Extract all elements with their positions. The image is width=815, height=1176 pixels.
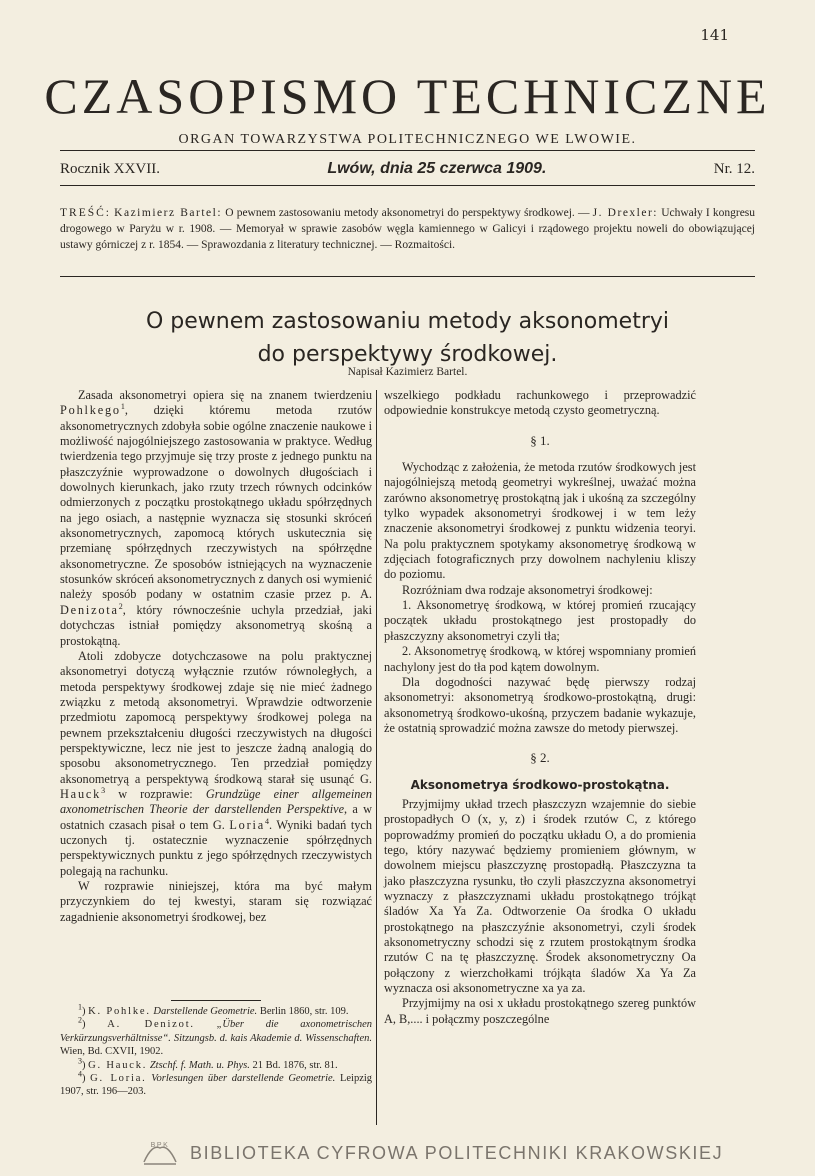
paragraph: Rozróżniam dwa rodzaje aksonometryi środkowej:	[402, 582, 653, 597]
library-footer	[140, 1138, 750, 1168]
footnote-3: $^3$) G. Hauck. Ztschf. f. Math. u. Phys. 21 Bd. 1876, str. 81.	[78, 1056, 338, 1071]
library-logo-text: BPK	[150, 1142, 170, 1149]
paragraph: 2. Aksonometryę środkową, w której wspomniany promień nachylony jest do tła pod kątem dowolnym.	[384, 644, 696, 674]
paragraph: Dla dogodności nazywać będę pierwszy rodzaj aksonometryi: aksonometryą środkowo-prostokątną, drugi: aksonometryą środkowo-ukośną, przyczem badanie wykazuje, że ostatnią sprowadzić można zawsze do metody pierwszej.	[384, 674, 696, 735]
journal-title: CZASOPISMO TECHNICZNE	[44, 68, 771, 124]
page-number: 141	[700, 26, 729, 44]
article-title	[60, 305, 755, 371]
contents-item-2: Uchwały I kongresu drogowego w Paryżu w r. 1908. — Memoryał w sprawie zasobów węgla kamiennego w Galicyi i rządowego projektu noweli do obowiązującej ustawy górniczej z r. 1854. — Sprawozdania z literatury technicznej. — Rozmaitości.	[60, 207, 756, 251]
paragraph: 1. Aksonometryę środkową, w której promień rzucający początek układu prostokątnego jest prostopadły do płaszczyzny aksonometryi czyli tła;	[384, 598, 696, 643]
left-column	[60, 388, 372, 925]
library-name: BIBLIOTEKA CYFROWA POLITECHNIKI KRAKOWSKIEJ	[190, 1142, 724, 1163]
right-column	[384, 388, 696, 1027]
paragraph: Przyjmijmy na osi x układu prostokątnego szereg punktów A, B,.... i połączmy poszczególne	[384, 996, 696, 1026]
column-divider	[376, 390, 377, 1125]
paragraph: Przyjmijmy układ trzech płaszczyzn wzajemnie do siebie prostopadłych O (x, y, z) i środek rzutów C, z którego poprowadźmy promień do początku układu O, a do promienia tego, który nazywać będziemy promieniem głównym, w dowolnem miejscu płaszczyznę prostopadłą. Płaszczyzna ta jako płaszczyzna rysunku, tło czyli płaszczyzna aksonometryi wyznaczy z płaszczyznami układu prostokątnego trójkąt śladów Xa Ya Za. Odtworzenie Oa środka O układu prostokątnego na płaszczyźnie aksonometryi, czyli środek aksonometryczny schodzi się z rzutem prostokątnym środka rzutów C na tę płaszczyznę. Środek aksonometryczny Oa połączony z wierzchołkami trójkąta śladów Xa Ya Za wyznacza osi aksonometryczne xa ya za.	[384, 796, 696, 996]
article-title-line-2: do perspektywy środkowej.	[257, 342, 558, 367]
contents-author-1: Kazimierz Bartel:	[114, 207, 223, 219]
header-rule-bottom	[60, 185, 755, 186]
footnote-4: $^4$) G. Loria. Vorlesungen über darstellende Geometrie. Leipzig 1907, str. 196—203.	[60, 1069, 373, 1098]
paragraph: wszelkiego podkładu rachunkowego i przeprowadzić odpowiednie konstrukcye metodą czysto geometryczną.	[384, 388, 696, 418]
header-rule-top	[60, 150, 755, 151]
footnote-1: $^1$) K. Pohlke. Darstellende Geometrie. Berlin 1860, str. 109.	[78, 1002, 349, 1017]
article-byline: Napisał Kazimierz Bartel.	[347, 366, 468, 378]
paragraph: Atoli zdobycze dotychczasowe na polu praktycznej aksonometryi dotyczą wyłącznie rzutów równoległych, a metoda perspektywy środkowej zdaje się nie mieć żadnego związku z metodą aksonometryi. Wprawdzie odtworzenie przedmiotu zapomocą perspektywy środkowej polega na pewnem przekształceniu długości rzeczywistych na długości perspektywiczne, lecz nie jest to jeszcze żadną analogią do sposobu aksonometrycznego. Ten przedział pomiędzy aksonometryą a perspektywą środkową starał się usunąć G. Hauck$^3$ w rozprawie: Grundzüge einer allgemeinen axonometrischen Theorie der darstellenden Perspektive, a w ostatnich czasach pisał o tem G. Loria$^4$. Wyniki badań tych uczonych tj. ostatecznie wyznaczenie spółrzędnych perspektywicznych punktu z jego spółrzędnych rzeczywistych polegają na rachunku.	[60, 648, 373, 878]
section-1-mark: § 1.	[530, 432, 550, 448]
journal-subtitle: ORGAN TOWARZYSTWA POLITECHNICZNEGO WE LWOWIE.	[178, 132, 637, 147]
contents-item-1: O pewnem zastosowaniu metody aksonometryi do perspektywy środkowej. —	[225, 207, 590, 219]
footnote-rule	[171, 1000, 261, 1001]
contents-label: TREŚĆ:	[60, 207, 111, 219]
library-logo-icon	[140, 1138, 180, 1168]
issue-number: Nr. 12.	[713, 161, 755, 177]
contents-rule	[60, 276, 755, 277]
author-name: Pohlkego	[60, 403, 121, 418]
issue-date: Lwów, dnia 25 czerwca 1909.	[327, 160, 547, 177]
author-name: Denizota	[60, 602, 119, 617]
paragraph: Wychodząc z założenia, że metoda rzutów środkowych jest najogólniejszą metodą geometryi wykreślnej, uważać można zarówno aksonometryę prostokątną jak i ukośną za szczególny tylko wypadek aksonometryi środkowej i w tem leży znaczenie aksonometryi środkowej z punktu widzenia teoryi. Na polu praktycznem spotykamy aksonometryę środkową w zdjęciach fotograficznych przy dowolnem nachyleniu kliszy do poziomu.	[384, 460, 696, 582]
issue-line	[60, 160, 755, 178]
table-of-contents	[60, 205, 755, 253]
footnotes	[60, 1000, 372, 1099]
author-name: Hauck	[60, 786, 102, 801]
work-title: Grundzüge einer allgemeinen axonometrischen Theorie der darstellenden Perspektive	[60, 786, 373, 817]
section-2-heading: Aksonometrya środkowo-prostokątna.	[410, 777, 670, 792]
footnote-2: $^2$) A. Denizot. „Über die axonometrischen Verkürzungsverhältnisse“. Sitzungsb. d. kais Akademie d. Wissenschaften. Wien, Bd. CXVII, 1902.	[60, 1015, 373, 1058]
paragraph: W rozprawie niniejszej, która ma być małym przyczynkiem do tej kwestyi, staram się rozwiązać zagadnienie aksonometryi środkowej, bez	[60, 879, 372, 924]
issue-volume: Rocznik XXVII.	[60, 161, 160, 177]
contents-author-2: J. Drexler:	[592, 207, 658, 219]
paragraph: Zasada aksonometryi opiera się na znanem twierdzeniu Pohlkego$^1$, dzięki któremu metoda rzutów aksonometrycznych zdobyła sobie ogólne znaczenie naukowe i możliwość najogólniejszego zastosowania w praktyce. Według twierdzenia tego przyjmuje się trzy proste z jednego punktu na płaszczyźnie wyprowadzone o dowolnych długościach i dowolnych kierunkach, jako rzuty trzech równych odcinków odmierzonych z początku prostokątnego układu spółrzędnych na jego osiach, a następnie wyznacza się stosunki skróceń aksonometrycznych, zapomocą których uskutecznia się przemianę spółrzędnych rzeczywistych na spółrzędne aksonometryczne. Ze sposobów istniejących na wyznaczenie stosunków skróceń aksonometrycznych z danych osi wymienić należy sposób podany w ostatnim czasie przez p. A. Denizota$^2$, który równocześnie uchyla przedział, jaki dotychczas istniał pomiędzy aksonometryą skośną a prostokątną.	[60, 388, 372, 648]
section-2-mark: § 2.	[530, 750, 550, 766]
masthead	[0, 70, 815, 148]
author-name: Loria	[229, 817, 265, 832]
article-title-line-1: O pewnem zastosowaniu metody aksonometryi	[145, 309, 669, 334]
